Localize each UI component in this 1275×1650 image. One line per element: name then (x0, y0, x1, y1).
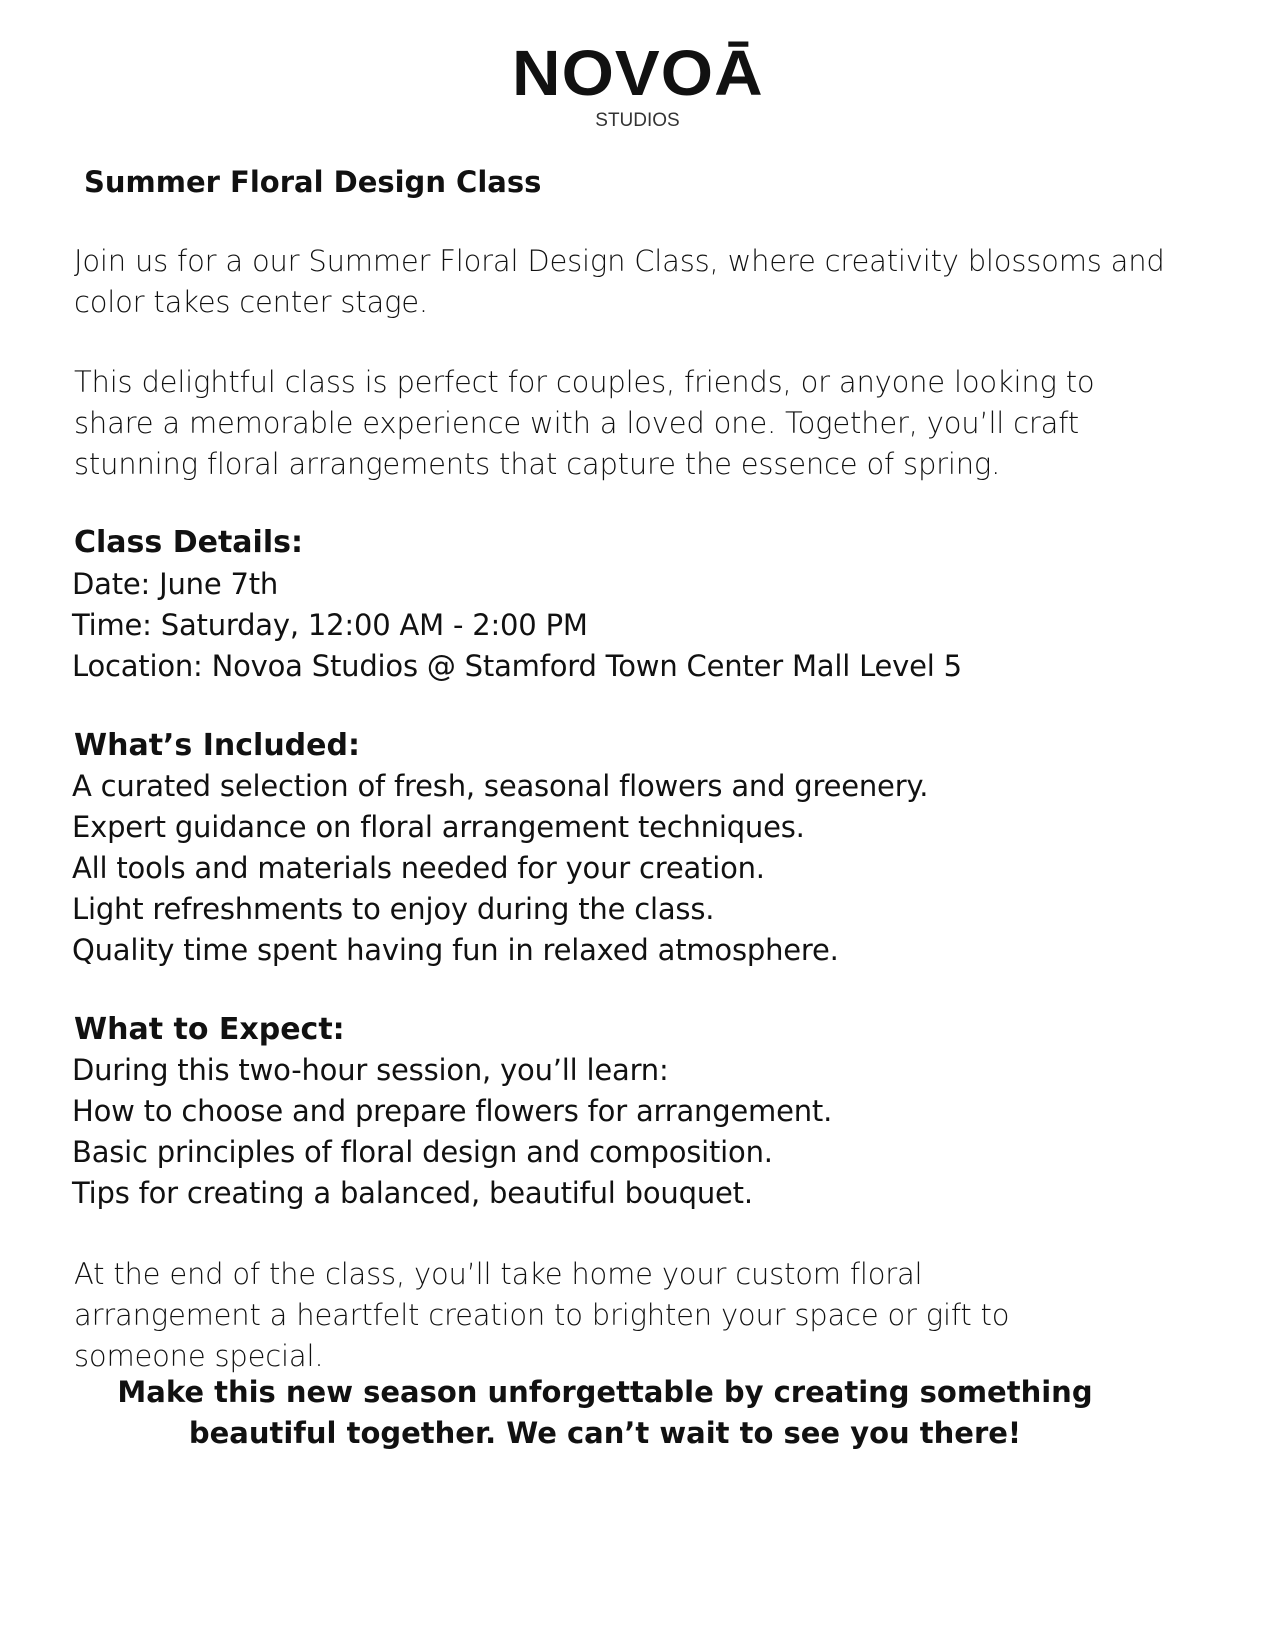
brand-name: NOVOĀ (511, 37, 764, 109)
outro-paragraph: At the end of the class, you’ll take home your custom floral arrangement a heartfelt creation to brighten your space or gift to someone special. (74, 1257, 1010, 1373)
closing-line-2: beautiful together. We can’t wait to see you there! (188, 1416, 1022, 1450)
included-heading: What’s Included: (74, 728, 360, 763)
class-details-list (72, 564, 962, 687)
detail-location: Location: Novoa Studios @ Stamford Town Center Mall Level 5 (72, 649, 962, 683)
brand-logo (0, 38, 1275, 132)
page-title: Summer Floral Design Class (84, 165, 542, 199)
expect-item: Basic principles of floral design and composition. (72, 1135, 773, 1169)
included-item: All tools and materials needed for your creation. (72, 851, 765, 885)
intro-paragraph: Join us for a our Summer Floral Design Class, where creativity blossoms and color takes center stage. (74, 244, 1165, 319)
included-item: Expert guidance on floral arrangement techniques. (72, 810, 805, 844)
included-item: Light refreshments to enjoy during the class. (72, 892, 715, 926)
expect-item: How to choose and prepare flowers for arrangement. (72, 1094, 833, 1128)
expect-list (72, 1050, 832, 1214)
included-item: Quality time spent having fun in relaxed atmosphere. (72, 933, 839, 967)
detail-date: Date: June 7th (72, 567, 279, 601)
brand-subtitle: STUDIOS (595, 110, 680, 131)
detail-time: Time: Saturday, 12:00 AM - 2:00 PM (72, 608, 588, 642)
description-paragraph: This delightful class is perfect for couples, friends, or anyone looking to share a memorable experience with a loved one. Together, you’ll craft stunning floral arrangements that capture the essence of spring. (74, 365, 1095, 481)
expect-heading: What to Expect: (74, 1012, 345, 1047)
included-item: A curated selection of fresh, seasonal flowers and greenery. (72, 769, 929, 803)
included-list (72, 766, 928, 971)
closing-message (0, 1372, 1210, 1454)
class-details-heading: Class Details: (74, 525, 303, 560)
expect-item: During this two-hour session, you’ll learn: (72, 1053, 669, 1087)
closing-line-1: Make this new season unforgettable by creating something (117, 1375, 1093, 1409)
expect-item: Tips for creating a balanced, beautiful bouquet. (72, 1176, 753, 1210)
